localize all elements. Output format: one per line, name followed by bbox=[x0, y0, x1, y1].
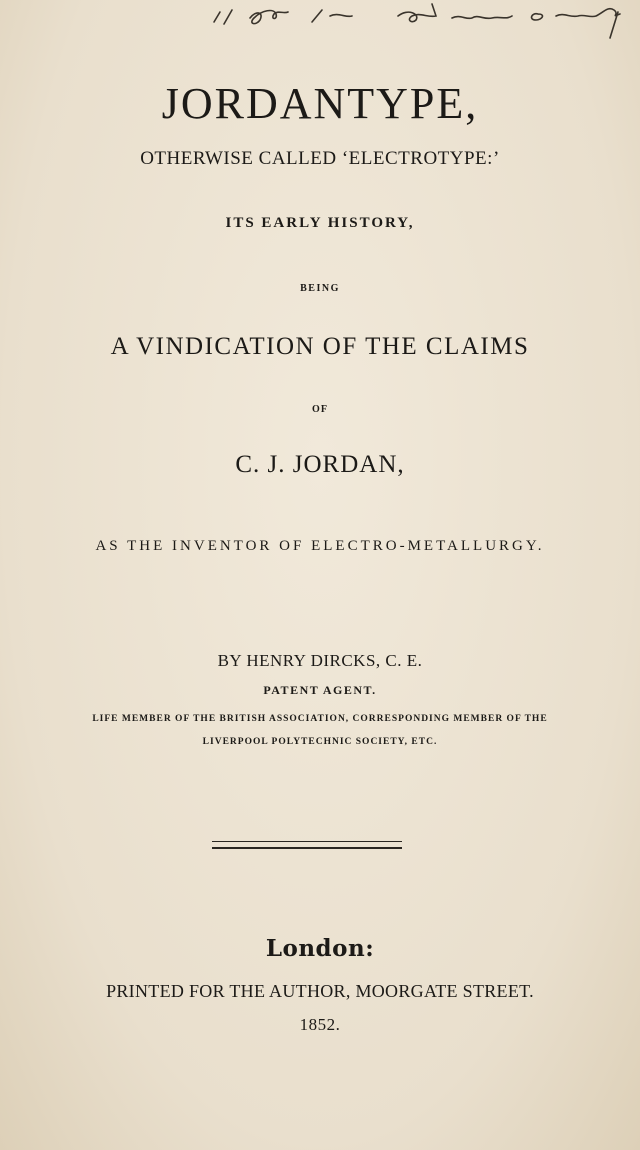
vindication-heading: A VINDICATION OF THE CLAIMS bbox=[110, 333, 530, 360]
printer-line: PRINTED FOR THE AUTHOR, MOORGATE STREET. bbox=[106, 981, 534, 1001]
early-history: ITS EARLY HISTORY, bbox=[225, 215, 415, 231]
of-text: OF bbox=[312, 404, 328, 415]
publication-year: 1852. bbox=[299, 1015, 341, 1034]
place-of-publication: London: bbox=[265, 935, 375, 962]
membership-line-1: LIFE MEMBER OF THE BRITISH ASSOCIATION, CORRESPONDING MEMBER OF THE bbox=[92, 714, 548, 724]
membership-line-2: LIVERPOOL POLYTECHNIC SOCIETY, ETC. bbox=[202, 737, 438, 747]
handwritten-inscription bbox=[0, 0, 640, 40]
inventor-claim: AS THE INVENTOR OF ELECTRO-METALLURGY. bbox=[95, 538, 545, 554]
author-byline: BY HENRY DIRCKS, C. E. bbox=[217, 651, 423, 670]
subtitle: OTHERWISE CALLED ‘ELECTROTYPE:’ bbox=[140, 148, 500, 169]
author-role: PATENT AGENT. bbox=[263, 683, 377, 697]
double-rule-divider bbox=[212, 841, 402, 849]
being-text: BEING bbox=[300, 283, 340, 294]
inventor-name: C. J. JORDAN, bbox=[235, 451, 405, 478]
title: JORDANTYPE, bbox=[161, 79, 479, 128]
